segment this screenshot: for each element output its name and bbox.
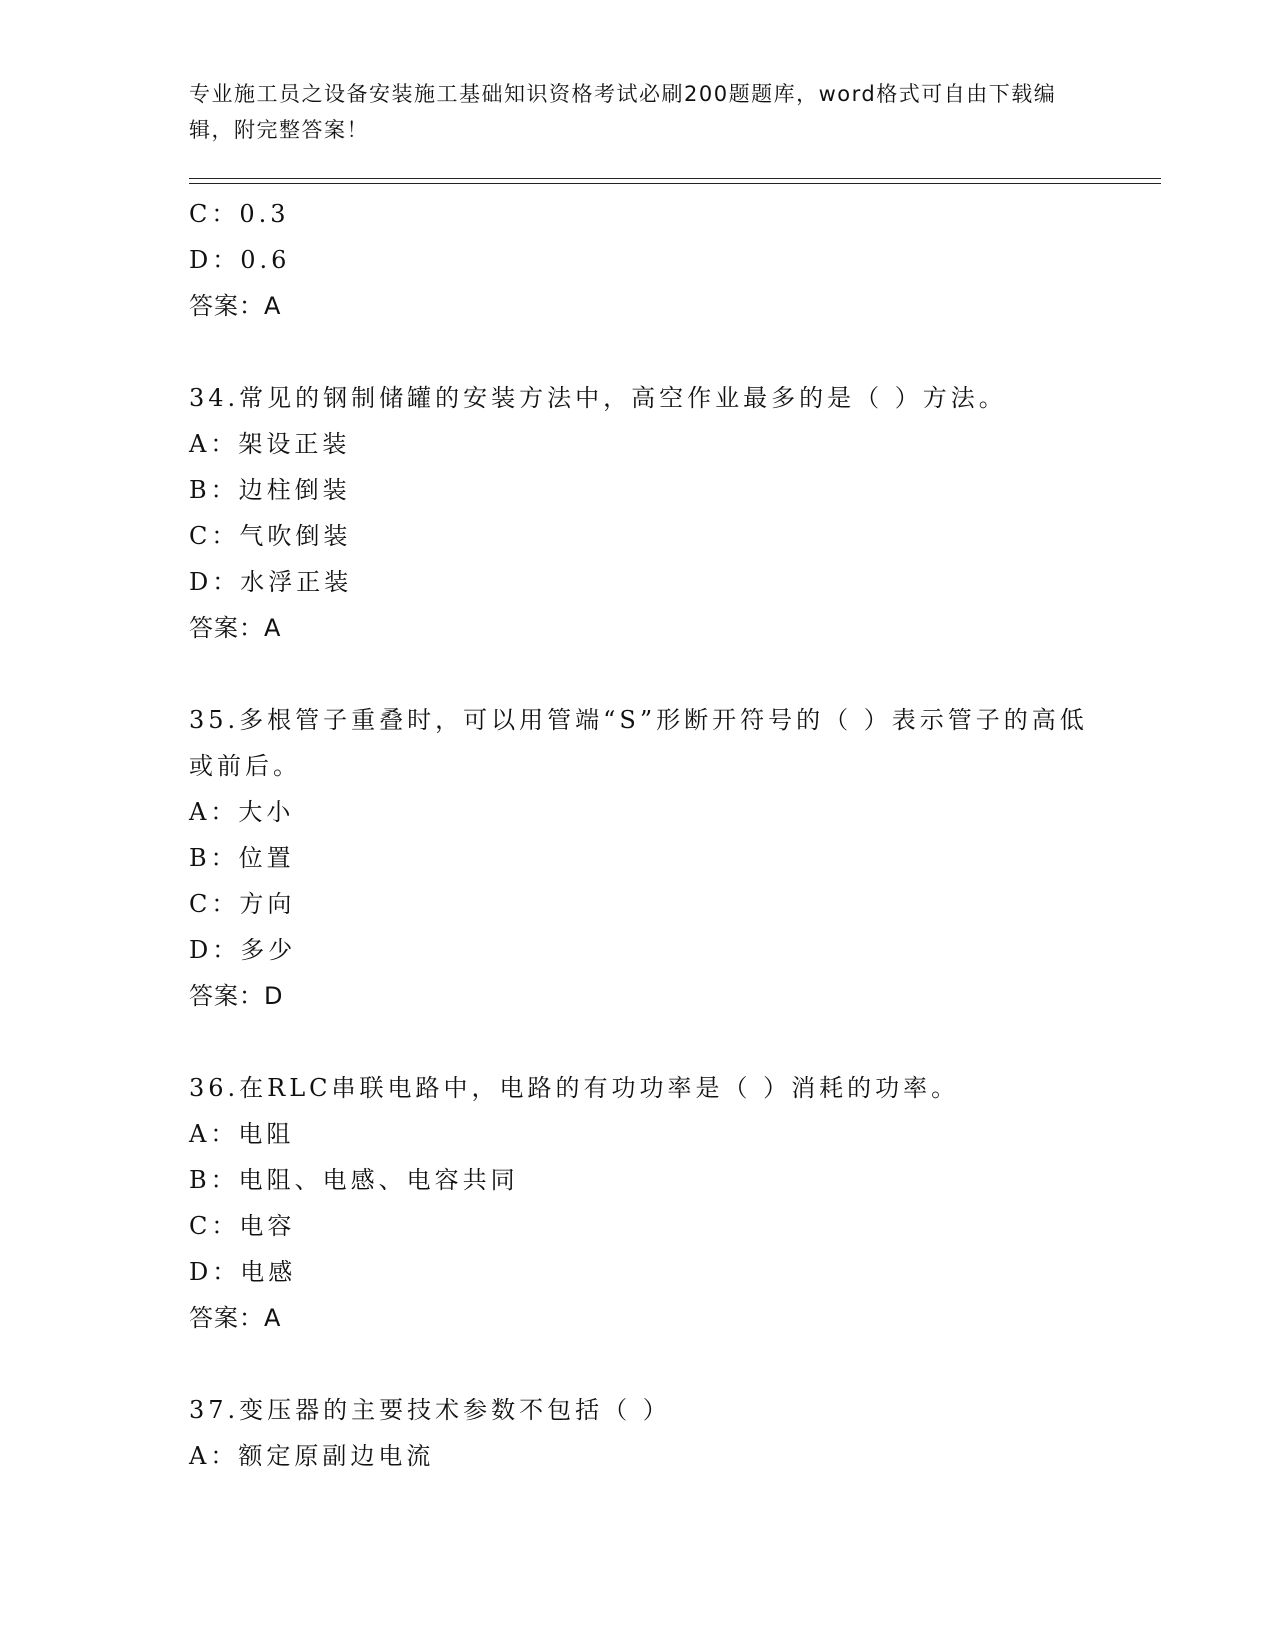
option-d: D：多少 (189, 936, 297, 964)
option-c: C：0.3 (189, 200, 290, 228)
answer-line: 答案：D (189, 982, 284, 1010)
question-list (189, 191, 1109, 1479)
question-text: 34.常见的钢制储罐的安装方法中，高空作业最多的是（ ）方法。 (189, 384, 1007, 412)
answer-line: 答案：A (189, 614, 282, 642)
option-a: A：额定原副边电流 (189, 1442, 435, 1470)
option-a: A：架设正装 (189, 430, 351, 458)
option-a: A：大小 (189, 798, 295, 826)
option-c: C：气吹倒装 (189, 522, 352, 550)
option-d: D：0.6 (189, 246, 291, 274)
spacer (189, 1019, 1109, 1065)
option-b: B：边柱倒装 (189, 476, 351, 504)
answer-line: 答案：A (189, 292, 282, 320)
option-c: C：电容 (189, 1212, 296, 1240)
option-b: B：电阻、电感、电容共同 (189, 1166, 519, 1194)
question-37 (189, 1387, 1109, 1479)
option-a: A：电阻 (189, 1120, 295, 1148)
question-36 (189, 1065, 1109, 1341)
option-c: C：方向 (189, 890, 296, 918)
answer-line: 答案：A (189, 1304, 282, 1332)
spacer (189, 329, 1109, 375)
question-33-continued (189, 191, 1109, 329)
question-text: 35.多根管子重叠时，可以用管端“S”形断开符号的（ ）表示管子的高低或前后。 (189, 706, 1088, 780)
spacer (189, 651, 1109, 697)
question-34 (189, 375, 1109, 651)
header-divider-top (189, 178, 1161, 179)
question-text: 37.变压器的主要技术参数不包括（ ） (189, 1396, 671, 1424)
question-35 (189, 697, 1109, 1019)
document-header: 专业施工员之设备安装施工基础知识资格考试必刷200题题库，word格式可自由下载编辑，附完整答案！ (189, 82, 1057, 142)
option-d: D：水浮正装 (189, 568, 353, 596)
header-divider-bottom (189, 183, 1161, 184)
question-text: 36.在RLC串联电路中，电路的有功功率是（ ）消耗的功率。 (189, 1074, 960, 1102)
spacer (189, 1341, 1109, 1387)
option-b: B：位置 (189, 844, 295, 872)
option-d: D：电感 (189, 1258, 297, 1286)
